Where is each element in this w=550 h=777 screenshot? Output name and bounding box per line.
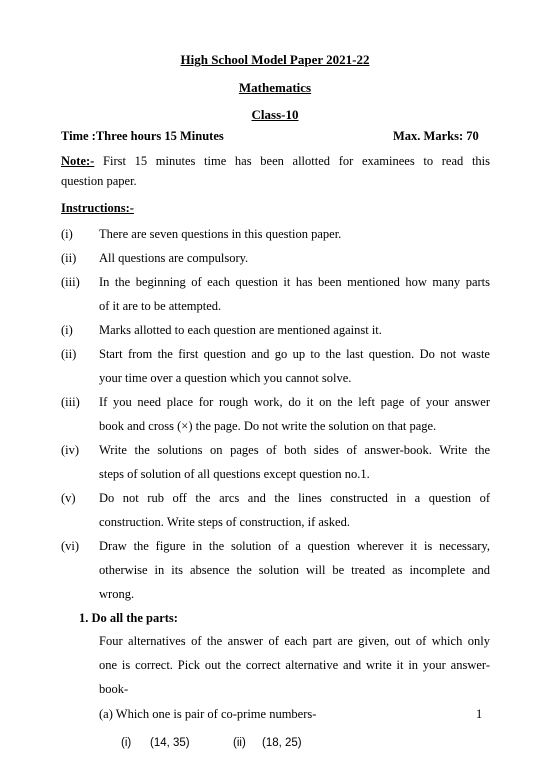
note-text: First 15 minutes time has been allotted for examinees to read this — [103, 154, 491, 168]
instruction-text: Write the solutions on pages of both sides of answer-book. Write the — [99, 443, 490, 457]
question-1a-marks: 1 — [476, 707, 483, 721]
instruction-number: (ii) — [61, 251, 77, 265]
instruction-number: (iv) — [61, 443, 80, 457]
instruction-text: Start from the first question and go up to the last question. Do not waste — [99, 347, 490, 361]
instructions-heading: Instructions:- — [61, 201, 134, 215]
option-number: (i) — [121, 737, 132, 749]
instruction-text: construction. Write steps of construction, if asked. — [99, 515, 350, 529]
max-marks: Max. Marks: 70 — [393, 129, 479, 143]
paper-title: High School Model Paper 2021-22 — [180, 52, 370, 67]
instruction-number: (i) — [61, 227, 73, 241]
instruction-number: (i) — [61, 323, 73, 337]
instruction-text: your time over a question which you cannot solve. — [99, 371, 352, 385]
instruction-text: otherwise in its absence the solution will be treated as incomplete and — [99, 563, 490, 577]
instruction-text: Do not rub off the arcs and the lines constructed in a question of — [99, 491, 490, 505]
instruction-text: In the beginning of each question it has been mentioned how many parts — [99, 275, 490, 289]
option-value: (14, 35) — [150, 737, 190, 749]
option-value: (18, 25) — [262, 737, 302, 749]
instruction-text: of it are to be attempted. — [99, 299, 222, 313]
note-label: Note:- — [61, 154, 95, 168]
subject-title: Mathematics — [238, 80, 312, 95]
instruction-number: (iii) — [61, 395, 80, 409]
class-title: Class-10 — [251, 107, 299, 122]
instruction-text: If you need place for rough work, do it on the left page of your answer — [99, 395, 490, 409]
instruction-number: (ii) — [61, 347, 77, 361]
note-line-2: question paper. — [61, 174, 137, 188]
time-allowed: Time :Three hours 15 Minutes — [61, 129, 224, 143]
option-number: (ii) — [233, 737, 246, 749]
question-1-body: one is correct. Pick out the correct alternative and write it in your answer- — [99, 658, 490, 672]
instruction-number: (vi) — [61, 539, 80, 553]
instruction-text: steps of solution of all questions except question no.1. — [99, 467, 370, 481]
instruction-text: Marks allotted to each question are mentioned against it. — [99, 323, 382, 337]
instruction-text: book and cross (×) the page. Do not write the solution on that page. — [99, 419, 437, 433]
instruction-text: There are seven questions in this question paper. — [99, 227, 342, 241]
instruction-number: (v) — [61, 491, 76, 505]
question-1-heading: 1. Do all the parts: — [79, 611, 178, 625]
instruction-text: wrong. — [99, 587, 135, 601]
question-1a-text: (a) Which one is pair of co-prime numbers- — [99, 707, 317, 721]
instruction-text: Draw the figure in the solution of a question wherever it is necessary, — [99, 539, 490, 553]
question-1-body: Four alternatives of the answer of each part are given, out of which only — [99, 634, 490, 648]
question-1-body: book- — [99, 682, 129, 696]
note-line-1 — [61, 154, 490, 169]
instruction-number: (iii) — [61, 275, 80, 289]
instruction-text: All questions are compulsory. — [99, 251, 249, 265]
